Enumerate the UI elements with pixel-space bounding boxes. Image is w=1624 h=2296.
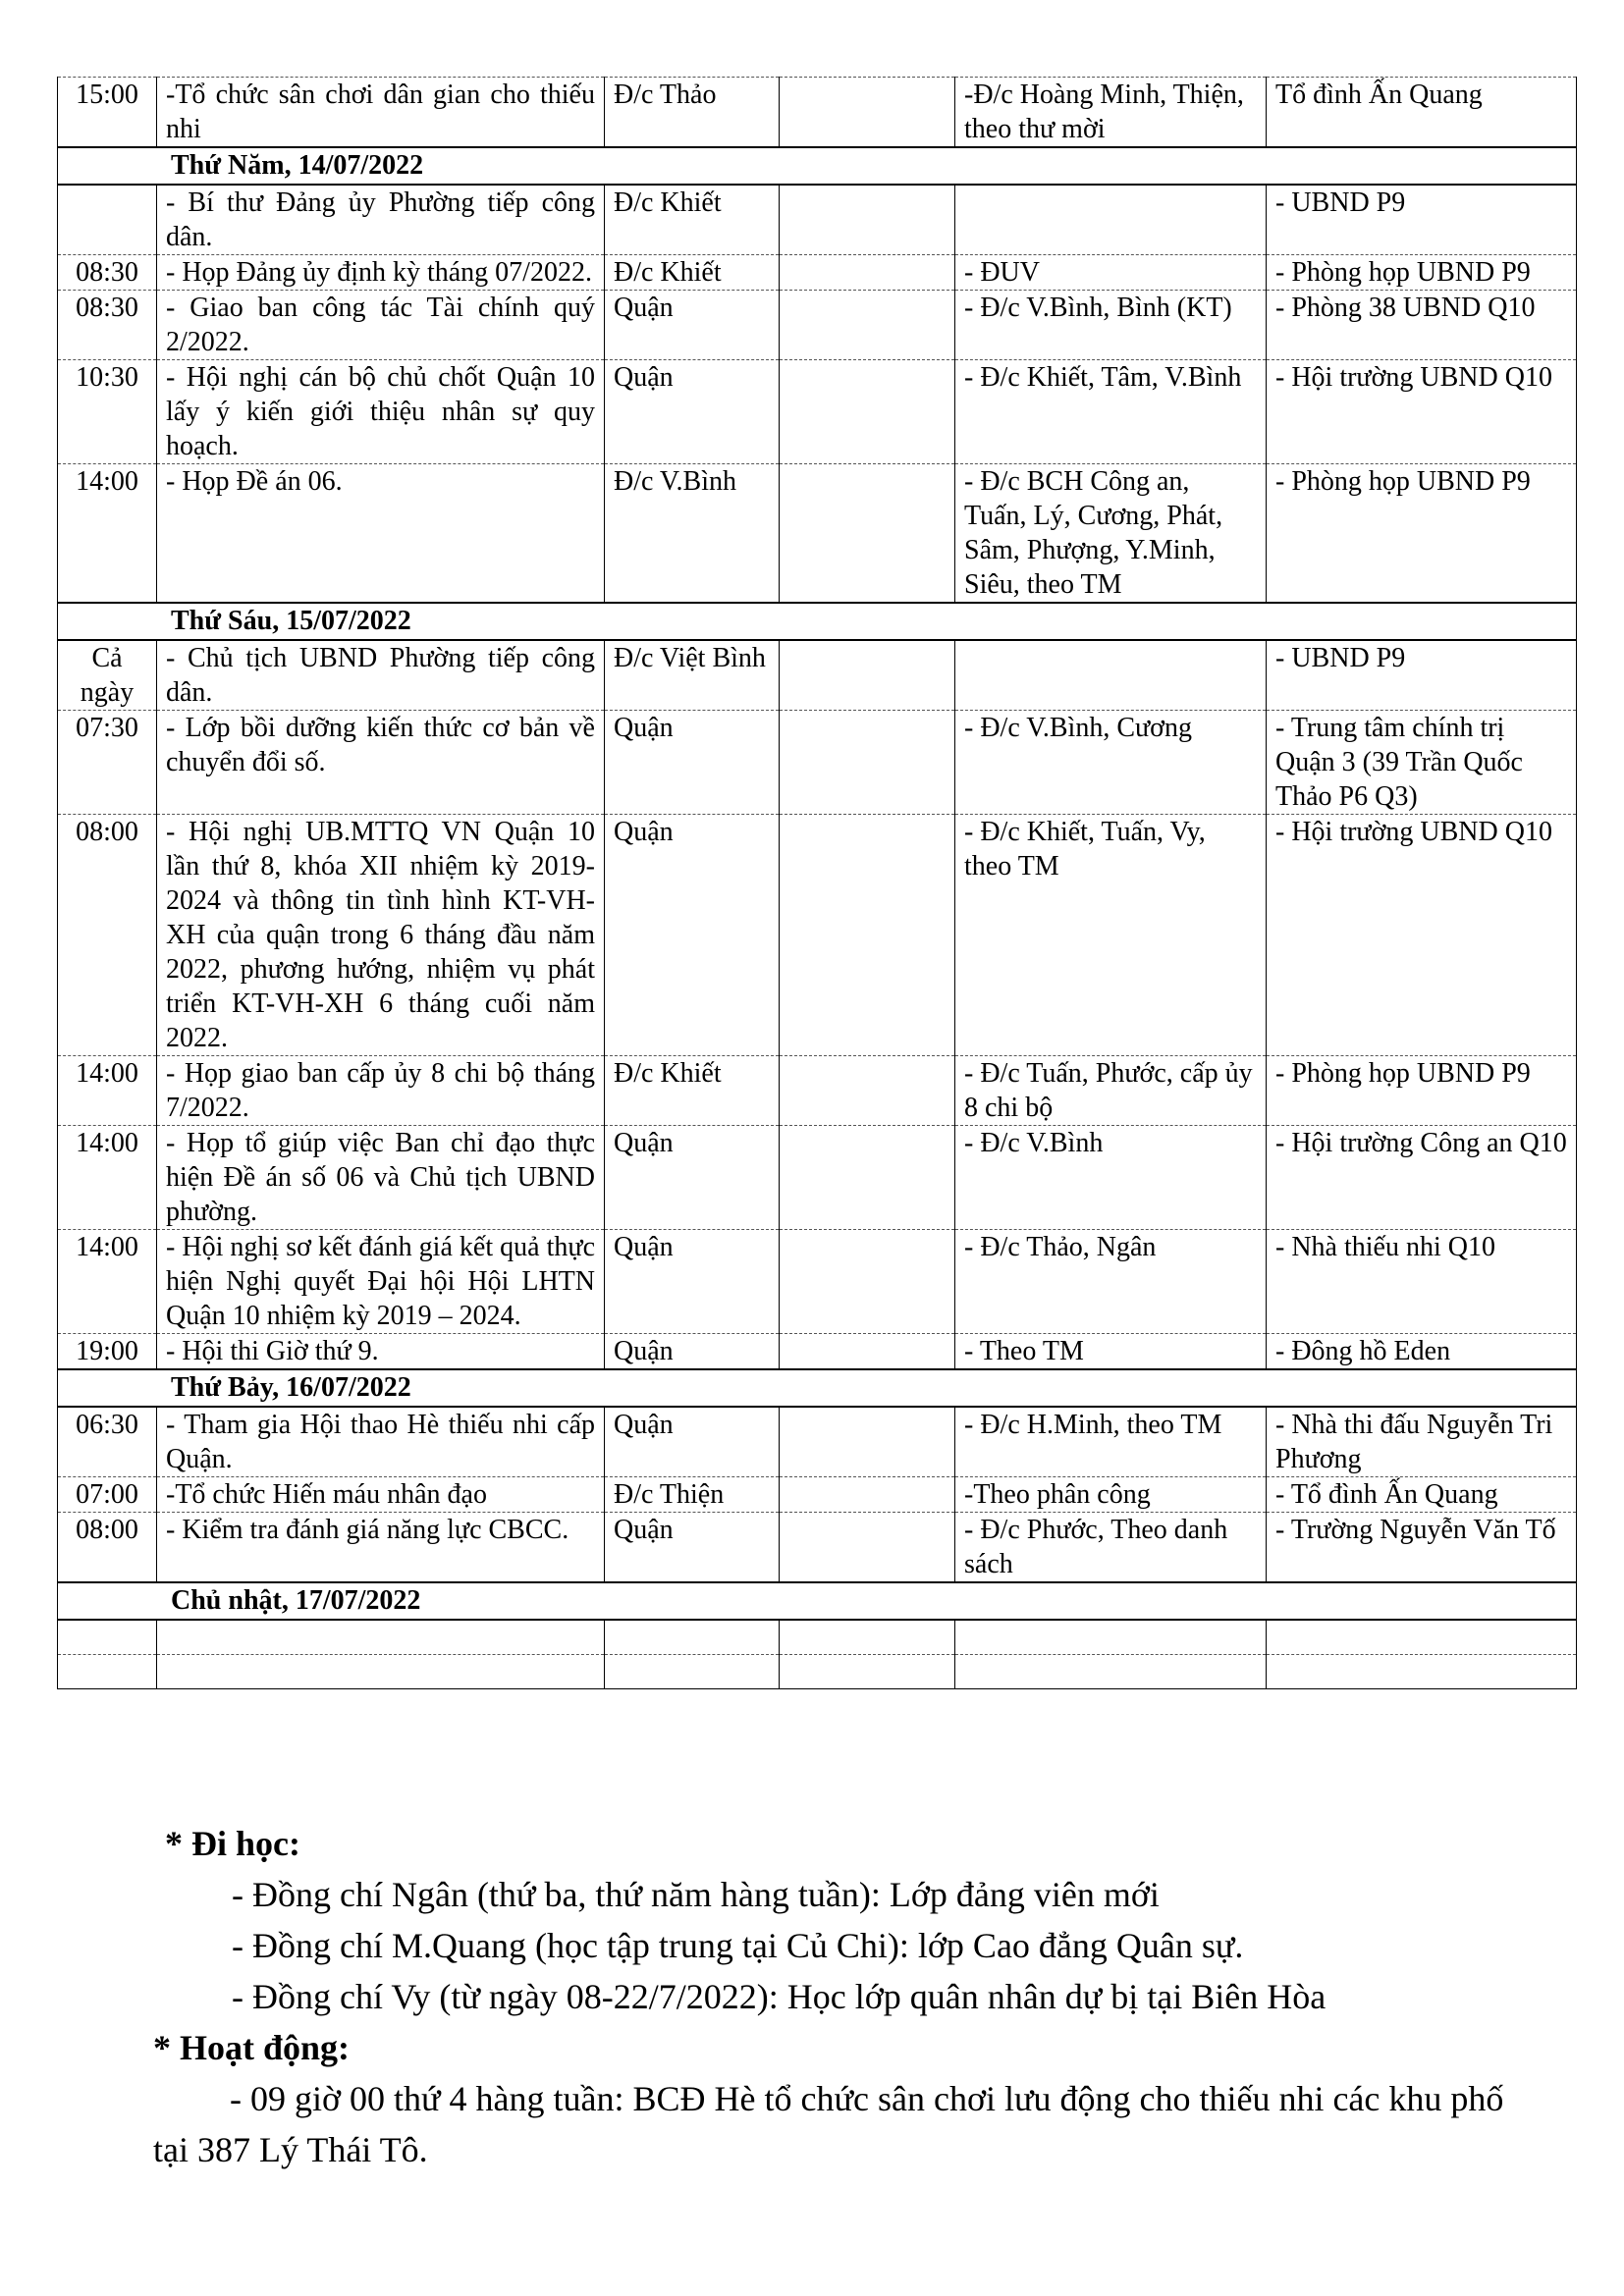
host-cell — [605, 1655, 780, 1689]
location-cell: - Hội trường UBND Q10 — [1267, 360, 1577, 464]
time-cell: 14:00 — [58, 464, 157, 604]
day-header — [58, 1582, 1577, 1620]
time-cell: 19:00 — [58, 1334, 157, 1370]
host-cell: Quận — [605, 1334, 780, 1370]
content-cell: - Hội thi Giờ thứ 9. — [157, 1334, 605, 1370]
prep-cell — [780, 255, 955, 291]
activity-item: - 09 giờ 00 thứ 4 hàng tuần: BCĐ Hè tổ chức sân chơi lưu động cho thiếu nhi các khu phố tại 387 Lý Thái Tô. — [153, 2079, 1504, 2169]
location-cell: Tổ đình Ấn Quang — [1267, 78, 1577, 148]
host-cell: Quận — [605, 360, 780, 464]
content-cell: - Họp Đề án 06. — [157, 464, 605, 604]
time-cell: 10:30 — [58, 360, 157, 464]
empty-row — [58, 1620, 1577, 1655]
host-cell: Đ/c Thiện — [605, 1477, 780, 1513]
attendees-cell — [955, 1620, 1267, 1655]
day-label: Thứ Bảy, 16/07/2022 — [171, 1372, 411, 1403]
host-cell: Đ/c Khiết — [605, 185, 780, 255]
schedule-row — [58, 1407, 1577, 1477]
attendees-cell: - Đ/c V.Bình — [955, 1126, 1267, 1230]
attendees-cell — [955, 640, 1267, 711]
content-cell: -Tổ chức sân chơi dân gian cho thiếu nhi — [157, 78, 605, 148]
prep-cell — [780, 360, 955, 464]
day-header — [58, 1369, 1577, 1407]
schedule-row — [58, 1056, 1577, 1126]
host-cell: Quận — [605, 711, 780, 815]
attendees-cell: - ĐUV — [955, 255, 1267, 291]
prep-cell — [780, 1620, 955, 1655]
location-cell: - Nhà thi đấu Nguyễn Tri Phương — [1267, 1407, 1577, 1477]
time-cell — [58, 1620, 157, 1655]
location-cell: - UBND P9 — [1267, 640, 1577, 711]
prep-cell — [780, 291, 955, 360]
host-cell: Đ/c Thảo — [605, 78, 780, 148]
schedule-row — [58, 1477, 1577, 1513]
attendees-cell: - Đ/c Tuấn, Phước, cấp ủy 8 chi bộ — [955, 1056, 1267, 1126]
host-cell: Đ/c Khiết — [605, 255, 780, 291]
content-cell: - Họp tổ giúp việc Ban chỉ đạo thực hiện Đề án số 06 và Chủ tịch UBND phường. — [157, 1126, 605, 1230]
time-cell: 07:00 — [58, 1477, 157, 1513]
attendees-cell — [955, 185, 1267, 255]
content-cell: - Hội nghị sơ kết đánh giá kết quả thực hiện Nghị quyết Đại hội Hội LHTN Quận 10 nhiệm kỳ 2019 – 2024. — [157, 1230, 605, 1334]
location-cell — [1267, 1655, 1577, 1689]
study-heading: * Đi học: — [165, 1824, 300, 1863]
prep-cell — [780, 1230, 955, 1334]
content-cell — [157, 1620, 605, 1655]
time-cell: 08:00 — [58, 1513, 157, 1583]
prep-cell — [780, 1056, 955, 1126]
host-cell: Đ/c Khiết — [605, 1056, 780, 1126]
time-cell — [58, 1655, 157, 1689]
day-label: Thứ Sáu, 15/07/2022 — [171, 606, 411, 636]
host-cell: Quận — [605, 1230, 780, 1334]
empty-row — [58, 1655, 1577, 1689]
attendees-cell: -Đ/c Hoàng Minh, Thiện, theo thư mời — [955, 78, 1267, 148]
host-cell: Quận — [605, 1513, 780, 1583]
schedule-row — [58, 255, 1577, 291]
location-cell: - Đông hồ Eden — [1267, 1334, 1577, 1370]
time-cell: 15:00 — [58, 78, 157, 148]
attendees-cell: - Đ/c V.Bình, Bình (KT) — [955, 291, 1267, 360]
time-cell: 14:00 — [58, 1056, 157, 1126]
schedule-row — [58, 1126, 1577, 1230]
location-cell: - Phòng họp UBND P9 — [1267, 464, 1577, 604]
notes-section — [155, 1818, 1530, 2175]
attendees-cell: - Đ/c Thảo, Ngân — [955, 1230, 1267, 1334]
schedule-row — [58, 815, 1577, 1056]
time-cell: 08:00 — [58, 815, 157, 1056]
content-cell: - Bí thư Đảng ủy Phường tiếp công dân. — [157, 185, 605, 255]
day-header — [58, 147, 1577, 185]
prep-cell — [780, 1334, 955, 1370]
attendees-cell: -Theo phân công — [955, 1477, 1267, 1513]
schedule-row — [58, 78, 1577, 148]
location-cell: - Phòng 38 UBND Q10 — [1267, 291, 1577, 360]
host-cell — [605, 1620, 780, 1655]
prep-cell — [780, 815, 955, 1056]
attendees-cell: - Đ/c Phước, Theo danh sách — [955, 1513, 1267, 1583]
time-cell: 08:30 — [58, 255, 157, 291]
study-item: - Đồng chí M.Quang (học tập trung tại Củ Chi): lớp Cao đẳng Quân sự. — [232, 1926, 1244, 1965]
attendees-cell: - Đ/c H.Minh, theo TM — [955, 1407, 1267, 1477]
study-item: - Đồng chí Vy (từ ngày 08-22/7/2022): Học lớp quân nhân dự bị tại Biên Hòa — [232, 1977, 1326, 2016]
location-cell: - Phòng họp UBND P9 — [1267, 1056, 1577, 1126]
schedule-row — [58, 1230, 1577, 1334]
host-cell: Quận — [605, 1407, 780, 1477]
prep-cell — [780, 640, 955, 711]
attendees-cell: - Đ/c Khiết, Tuấn, Vy, theo TM — [955, 815, 1267, 1056]
host-cell: Quận — [605, 291, 780, 360]
host-cell: Quận — [605, 815, 780, 1056]
prep-cell — [780, 1407, 955, 1477]
prep-cell — [780, 185, 955, 255]
time-cell — [58, 185, 157, 255]
content-cell: - Lớp bồi dưỡng kiến thức cơ bản về chuyển đổi số. — [157, 711, 605, 815]
schedule-row — [58, 464, 1577, 604]
location-cell — [1267, 1620, 1577, 1655]
content-cell: -Tổ chức Hiến máu nhân đạo — [157, 1477, 605, 1513]
attendees-cell — [955, 1655, 1267, 1689]
content-cell: - Họp Đảng ủy định kỳ tháng 07/2022. — [157, 255, 605, 291]
content-cell: - Tham gia Hội thao Hè thiếu nhi cấp Quận. — [157, 1407, 605, 1477]
attendees-cell: - Đ/c BCH Công an, Tuấn, Lý, Cương, Phát, Sâm, Phượng, Y.Minh, Siêu, theo TM — [955, 464, 1267, 604]
content-cell: - Họp giao ban cấp ủy 8 chi bộ tháng 7/2022. — [157, 1056, 605, 1126]
schedule-row — [58, 711, 1577, 815]
content-cell: - Hội nghị UB.MTTQ VN Quận 10 lần thứ 8, khóa XII nhiệm kỳ 2019-2024 và thông tin tình hình KT-VH-XH của quận trong 6 tháng đầu năm 2022, phương hướng, nhiệm vụ phát triển KT-VH-XH 6 tháng cuối năm 2022. — [157, 815, 605, 1056]
location-cell: - Trung tâm chính trị Quận 3 (39 Trần Quốc Thảo P6 Q3) — [1267, 711, 1577, 815]
host-cell: Đ/c V.Bình — [605, 464, 780, 604]
location-cell: - Trường Nguyễn Văn Tố — [1267, 1513, 1577, 1583]
day-header-row — [58, 1582, 1577, 1620]
prep-cell — [780, 1126, 955, 1230]
time-cell: 08:30 — [58, 291, 157, 360]
time-cell: 06:30 — [58, 1407, 157, 1477]
attendees-cell: - Đ/c Khiết, Tâm, V.Bình — [955, 360, 1267, 464]
location-cell: - Tổ đình Ấn Quang — [1267, 1477, 1577, 1513]
prep-cell — [780, 78, 955, 148]
content-cell: - Giao ban công tác Tài chính quý 2/2022. — [157, 291, 605, 360]
day-label: Chủ nhật, 17/07/2022 — [171, 1585, 421, 1616]
content-cell: - Chủ tịch UBND Phường tiếp công dân. — [157, 640, 605, 711]
schedule-row — [58, 291, 1577, 360]
host-cell: Quận — [605, 1126, 780, 1230]
schedule-row — [58, 360, 1577, 464]
study-item: - Đồng chí Ngân (thứ ba, thứ năm hàng tuần): Lớp đảng viên mới — [232, 1875, 1160, 1914]
day-header-row — [58, 603, 1577, 640]
prep-cell — [780, 711, 955, 815]
schedule-body — [58, 78, 1577, 1689]
schedule-row — [58, 185, 1577, 255]
day-header — [58, 603, 1577, 640]
host-cell: Đ/c Việt Bình — [605, 640, 780, 711]
prep-cell — [780, 1513, 955, 1583]
location-cell: - Hội trường UBND Q10 — [1267, 815, 1577, 1056]
activity-heading: * Hoạt động: — [153, 2028, 351, 2067]
schedule-row — [58, 1513, 1577, 1583]
location-cell: - UBND P9 — [1267, 185, 1577, 255]
attendees-cell: - Theo TM — [955, 1334, 1267, 1370]
attendees-cell: - Đ/c V.Bình, Cương — [955, 711, 1267, 815]
day-header-row — [58, 147, 1577, 185]
time-cell: 07:30 — [58, 711, 157, 815]
location-cell: - Nhà thiếu nhi Q10 — [1267, 1230, 1577, 1334]
schedule-row — [58, 1334, 1577, 1370]
content-cell: - Kiểm tra đánh giá năng lực CBCC. — [157, 1513, 605, 1583]
location-cell: - Phòng họp UBND P9 — [1267, 255, 1577, 291]
day-label: Thứ Năm, 14/07/2022 — [171, 150, 424, 181]
prep-cell — [780, 464, 955, 604]
schedule-table — [57, 77, 1577, 1689]
time-cell: Cả ngày — [58, 640, 157, 711]
content-cell — [157, 1655, 605, 1689]
location-cell: - Hội trường Công an Q10 — [1267, 1126, 1577, 1230]
day-header-row — [58, 1369, 1577, 1407]
prep-cell — [780, 1477, 955, 1513]
time-cell: 14:00 — [58, 1126, 157, 1230]
time-cell: 14:00 — [58, 1230, 157, 1334]
schedule-row — [58, 640, 1577, 711]
content-cell: - Hội nghị cán bộ chủ chốt Quận 10 lấy ý kiến giới thiệu nhân sự quy hoạch. — [157, 360, 605, 464]
prep-cell — [780, 1655, 955, 1689]
